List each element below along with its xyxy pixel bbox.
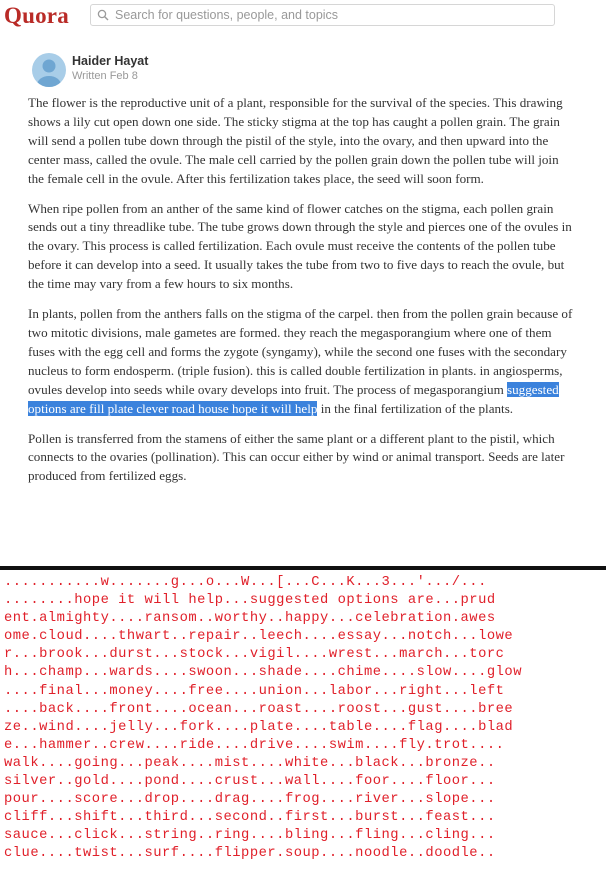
answer-paragraph: The flower is the reproductive unit of a plant, responsible for the survival of the species. This drawing shows a lily cut open down one side. The sticky stigma at the top has caught a pollen grain. The grain will send a pollen tube down through the pistil of the style, into the ovary, and then upward into the center mass, called the ovule. The male cell carried by the pollen grain down the pollen tube will join the female cell in the ovule. After this fertilization takes place, the seed will soon form. bbox=[28, 95, 563, 186]
word-grid-line: walk....going...peak....mist....white...black...bronze.. bbox=[4, 755, 496, 771]
answer-body bbox=[28, 94, 576, 497]
word-grid-line: ....back....front....ocean...roast....roost...gust....bree bbox=[4, 701, 514, 717]
word-grid-line: clue....twist...surf....flipper.soup....noodle..doodle.. bbox=[4, 846, 496, 862]
avatar[interactable] bbox=[32, 53, 66, 87]
word-grid-line: ...........w.......g...o...W...[...C...K...3...'.../... bbox=[4, 575, 487, 590]
word-grid-line: ........hope it will help...suggested options are...prud bbox=[4, 593, 496, 609]
answer-date: Written Feb 8 bbox=[72, 70, 138, 82]
default-avatar-icon bbox=[32, 53, 66, 87]
word-grid-line: cliff...shift...third...second..first...burst...feast... bbox=[4, 810, 496, 826]
word-grid-line: e...hammer..crew....ride....drive....swim....fly.trot.... bbox=[4, 737, 505, 753]
answer-text: in the final fertilization of the plants. bbox=[317, 400, 514, 416]
word-grid-line: silver..gold....pond....crust...wall....foor....floor... bbox=[4, 774, 496, 790]
selected-text-highlight: suggested options are fill plate clever road house hope it will help bbox=[28, 381, 559, 416]
word-grid-line: ent.almighty....ransom..worthy..happy...celebration.awes bbox=[4, 611, 496, 627]
answer-card bbox=[0, 34, 606, 564]
answer-paragraph bbox=[28, 305, 576, 418]
word-grid-line: ze..wind....jelly...fork....plate....table....flag....blad bbox=[4, 719, 514, 735]
word-grid-line: pour....score...drop....drag....frog....river...slope... bbox=[4, 792, 496, 808]
top-bar bbox=[0, 0, 606, 34]
answer-paragraph: Pollen is transferred from the stamens of either the same plant or a different plant to the pistil, which connects to the ovaries (pollination). This can occur either by wind or animal transport. Seeds are later produced from fertilized eggs. bbox=[28, 430, 565, 484]
answer-paragraph: When ripe pollen from an anther of the same kind of flower catches on the stigma, each pollen grain sends out a tiny threadlike tube. The tube grows down through the style and pierces one of the ovules in the ovary. This process is called fertilization. Each ovule must receive the contents of the pollen tube before it can develop into a seed. It usually takes the tube from two to five days to reach the ovule, but the time may vary from a few hours to six months. bbox=[28, 200, 572, 292]
author-name[interactable]: Haider Hayat bbox=[72, 54, 149, 68]
word-grid bbox=[4, 574, 606, 864]
quora-logo[interactable]: Quora bbox=[4, 3, 69, 28]
word-grid-line: sauce...click...string..ring....bling...fling...cling... bbox=[4, 828, 496, 844]
search-icon bbox=[97, 9, 109, 21]
word-grid-line: r...brook...durst...stock...vigil....wrest...march...torc bbox=[4, 647, 505, 663]
divider bbox=[0, 566, 606, 570]
word-grid-line: ome.cloud....thwart..repair..leech....essay...notch...lowe bbox=[4, 629, 514, 645]
answer-text: In plants, pollen from the anthers falls on the stigma of the carpel. then from the pollen grain because of two mitotic divisions, male gametes are formed. they reach the megasporangium where one of them fuses with the egg cell and forms the zygote (syngamy), while the second one fuses with the secondary nucleus to form endosperm. (triple fusion). this is called double fertilization in plants. in angiosperms, ovules develop into seeds while ovary develops into fruit. The process of megasporangium bbox=[28, 306, 573, 397]
word-grid-line: ....final...money....free....union...labor...right...left bbox=[4, 683, 505, 699]
search-input[interactable] bbox=[115, 6, 545, 24]
search-box[interactable] bbox=[90, 4, 555, 26]
word-grid-line: h...champ...wards....swoon...shade....chime....slow....glow bbox=[4, 665, 522, 681]
